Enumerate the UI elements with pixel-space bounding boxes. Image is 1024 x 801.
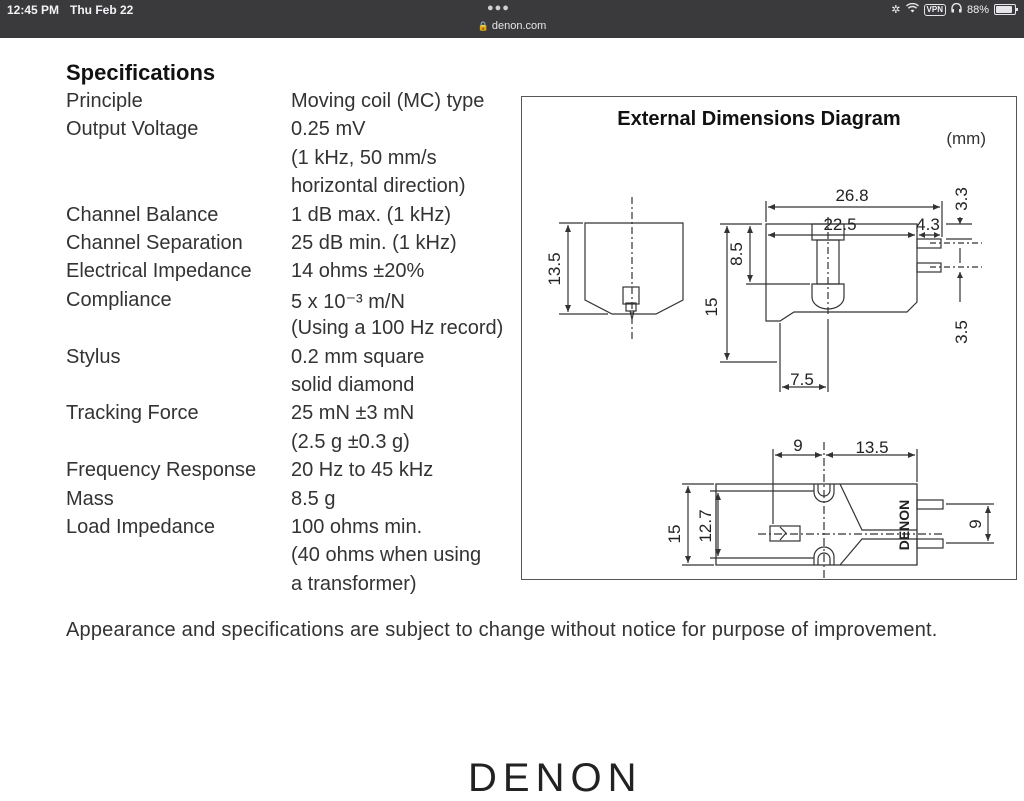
dim-side-body-length: 22.5 [823,215,857,234]
dim-front-height: 13.5 [545,252,564,286]
spec-value: Moving coil (MC) type [291,90,485,112]
status-bar [0,0,1024,38]
url-text: denon.com [491,20,547,32]
spec-value: 1 dB max. (1 kHz) [291,203,452,226]
dim-top-right-offset: 13.5 [855,438,889,457]
spec-value: 0.25 mV [291,118,366,141]
spec-label: Principle [66,90,143,112]
battery-level [996,6,1012,13]
spec-value: (2.5 g ±0.3 g) [291,430,410,453]
spec-label: Compliance [66,288,172,311]
wifi-icon [906,3,919,16]
spec-value: 20 Hz to 45 kHz [291,459,434,482]
battery-icon [994,4,1016,15]
spec-value: horizontal direction) [291,175,466,198]
spec-value: 25 dB min. (1 kHz) [291,232,457,254]
dim-side-stylus-offset: 7.5 [790,370,814,389]
lock-icon: 🔒 [477,21,489,31]
spec-value: 5 x 10⁻³ m/N [291,290,405,313]
dim-side-mount-height: 8.5 [727,242,746,266]
specifications-notice: Appearance and specifications are subject to change without notice for purpose of improvement. [66,619,938,641]
front-view [559,197,683,342]
spec-value: solid diamond [291,373,415,396]
spec-value: 25 mN ±3 mN [291,402,415,425]
spec-value: (40 ohms when using [291,544,482,567]
dimensions-drawing [522,97,1016,579]
diagram-unit: (mm) [946,129,986,148]
headphones-icon [951,3,962,16]
dim-side-pin-spacing: 3.5 [952,320,971,344]
dim-side-pin-height: 3.3 [952,187,971,211]
top-view [682,442,994,579]
diagram-title: External Dimensions Diagram [617,108,901,130]
diagram-brand-label: DENON [896,499,912,551]
battery-percent: 88% [966,3,989,16]
spec-value: (Using a 100 Hz record) [291,317,504,340]
spec-value: a transformer) [291,572,417,595]
spec-label: Load Impedance [66,516,216,538]
dim-top-hole-spacing: 12.7 [696,509,715,543]
spec-label: Frequency Response [66,459,257,482]
spec-value: 100 ohms min. [291,516,423,538]
spec-label: Stylus [66,345,121,368]
external-dimensions-diagram [521,96,1017,580]
spec-label: Output Voltage [66,118,199,141]
dim-side-total-length: 26.8 [835,186,869,205]
dim-top-left-offset: 9 [793,436,803,455]
spec-value: 0.2 mm square [291,345,425,368]
status-time: 12:45 PM [7,3,60,17]
dim-top-pin-spacing: 9 [966,519,985,529]
dim-top-width: 15 [665,524,684,544]
spec-value: 8.5 g [291,487,336,510]
spec-label: Channel Separation [66,232,243,254]
status-icons [891,3,1016,16]
spec-label: Channel Balance [66,203,219,226]
spec-value: (1 kHz, 50 mm/s [291,146,437,169]
specifications-title: Specifications [66,60,216,85]
spec-value: 14 ohms ±20% [291,260,425,283]
spec-label: Electrical Impedance [66,260,252,283]
address-bar[interactable] [0,20,1024,32]
vpn-badge: VPN [924,4,946,16]
status-date: Thu Feb 22 [70,3,134,17]
spec-label: Tracking Force [66,402,199,425]
dim-side-height: 15 [702,297,721,317]
rotation-lock-icon: ✲ [891,4,901,16]
spec-label: Mass [66,487,114,510]
dim-side-pin-length: 4.3 [916,215,940,234]
denon-footer-logo: DENON [468,756,643,800]
multitasking-dots-icon[interactable]: ●●● [487,2,510,14]
document-page [0,38,1024,800]
